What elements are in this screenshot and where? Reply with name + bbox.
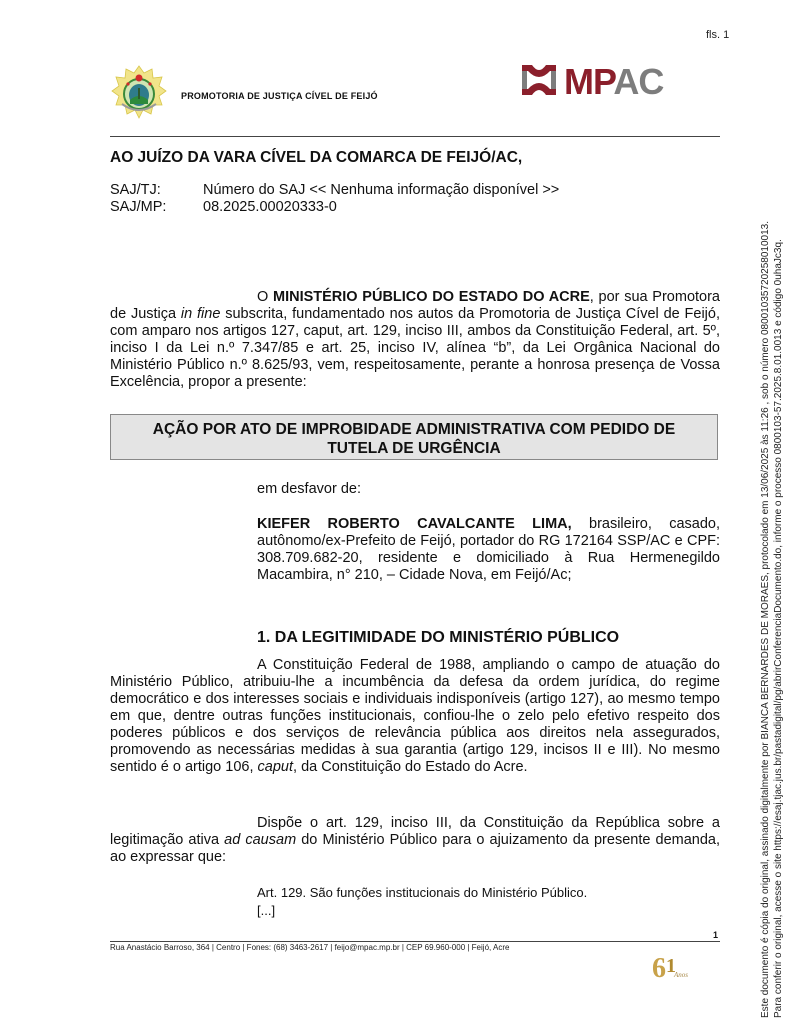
footer-address: Rua Anastácio Barroso, 364 | Centro | Fones: (68) 3463-2617 | feijo@mpac.mp.br | CEP 69.960-000 | Feijó, Acre [110, 943, 510, 952]
meta-value: Número do SAJ << Nenhuma informação disponível >> [203, 182, 560, 198]
para1-text-b: , da Constituição do Estado do Acre. [293, 759, 528, 775]
meta-value: 08.2025.00020333-0 [203, 199, 337, 215]
para1-italic: caput [257, 759, 294, 775]
mpac-emblem-icon [520, 63, 558, 102]
state-crest-icon [110, 64, 168, 122]
defendant-block [257, 516, 720, 584]
stamp-line-2: Para conferir o original, acesse o site https://esaj.tjac.jus.br/pastadigital/pg/abrirConferenciaDocumento.do, informe o processo 0800103-57.2025.8.01.0013 e código 0uhaJc3q. [773, 239, 784, 1018]
para2-text-b: do Ministério Público para o ajuizamento da presente demanda, ao expressar que: [110, 832, 721, 865]
digital-signature-stamp [759, 221, 785, 1018]
logo-ac-text: AC [613, 61, 664, 102]
action-title-box [110, 414, 718, 460]
section-1-paragraph-2 [110, 815, 720, 866]
section-1-title: 1. DA LEGITIMIDADE DO MINISTÉRIO PÚBLICO [257, 629, 620, 646]
svg-text:6: 6 [652, 953, 666, 982]
meta-label: SAJ/TJ: [110, 182, 161, 198]
defendant-name: KIEFER ROBERTO CAVALCANTE LIMA, [257, 516, 572, 532]
quote-line-1: Art. 129. São funções institucionais do Ministério Público. [257, 885, 588, 900]
para2-italic: ad causam [224, 832, 297, 848]
intro-paragraph [110, 289, 720, 391]
against-label: em desfavor de: [257, 481, 361, 497]
quote-line-2: [...] [257, 903, 276, 918]
para2-text-a: Dispõe o art. 129, inciso III, da Constituição da República sobre a legitimação ativa [110, 815, 720, 848]
action-title-line-2: TUTELA DE URGÊNCIA [327, 440, 501, 457]
svg-text:Anos: Anos [674, 971, 688, 979]
para1-text-a: A Constituição Federal de 1988, ampliando o campo de atuação do Ministério Público, atribuiu-lhe a incumbência da defesa da ordem jurídica, do regime democrático e dos interesses sociais e individuais indisponíveis (artigo 127), ao mesmo tempo em que, dentre outras funções institucionais, confiou-lhe o zelo pelo efetivo respeito dos poderes públicos e dos serviços de relevância pública aos direitos nela assegurados, promovendo as necessárias medidas à sua garantia (artigo 129, incisos II e III). No mesmo sentido é o artigo 106, [110, 657, 720, 775]
svg-text:1: 1 [666, 955, 676, 977]
page-number: 1 [713, 930, 719, 940]
anniversary-61-years-icon [650, 950, 690, 982]
intro-text-1: , por sua Promotora de Justiça [110, 289, 720, 322]
stamp-line-1: Este documento é cópia do original, assinado digitalmente por BIANCA BERNARDES DE MORAES, protocolado em 13/06/2025 às 11:26 , sob o número 08001035720258010013. [760, 221, 771, 1018]
meta-row-saj-mp [110, 199, 337, 215]
page-marker: fls. 1 [706, 29, 730, 41]
intro-italic: in fine [180, 306, 221, 322]
logo-mp-text: MP [564, 61, 614, 102]
section-1-paragraph-1 [110, 657, 720, 776]
intro-text-2: subscrita, fundamentado nos autos da Promotoria de Justiça Cível de Feijó, com amparo nos artigos 127, caput, art. 129, inciso III, ambos da Constituição Federal, art. 5º, inciso I da Lei n.º 7.347/85 e art. 25, inciso IV, alínea “b”, da Lei Orgânica Nacional do Ministério Público n.º 8.625/93, vem, respeitosamente, perante a honrosa presença de Vossa Excelência, propor a presente: [110, 306, 720, 390]
header-divider [110, 136, 720, 137]
mpac-logo [520, 61, 664, 102]
intro-bold: MINISTÉRIO PÚBLICO DO ESTADO DO ACRE [273, 289, 590, 305]
footer-divider [110, 941, 720, 942]
meta-row-saj-tj [110, 182, 559, 198]
organization-name: PROMOTORIA DE JUSTIÇA CÍVEL DE FEIJÓ [181, 91, 378, 101]
addressee: AO JUÍZO DA VARA CÍVEL DA COMARCA DE FEIJÓ/AC, [110, 149, 523, 166]
intro-lead: O [257, 289, 273, 305]
action-title-line-1: AÇÃO POR ATO DE IMPROBIDADE ADMINISTRATIVA COM PEDIDO DE [152, 421, 676, 438]
defendant-details: brasileiro, casado, autônomo/ex-Prefeito de Feijó, portador do RG 172164 SSP/AC e CPF: 308.709.682-20, residente e domiciliado à Rua Hermenegildo Macambira, n° 210, – Cidade Nova, em Feijó/Ac; [257, 516, 720, 583]
meta-label: SAJ/MP: [110, 199, 167, 215]
